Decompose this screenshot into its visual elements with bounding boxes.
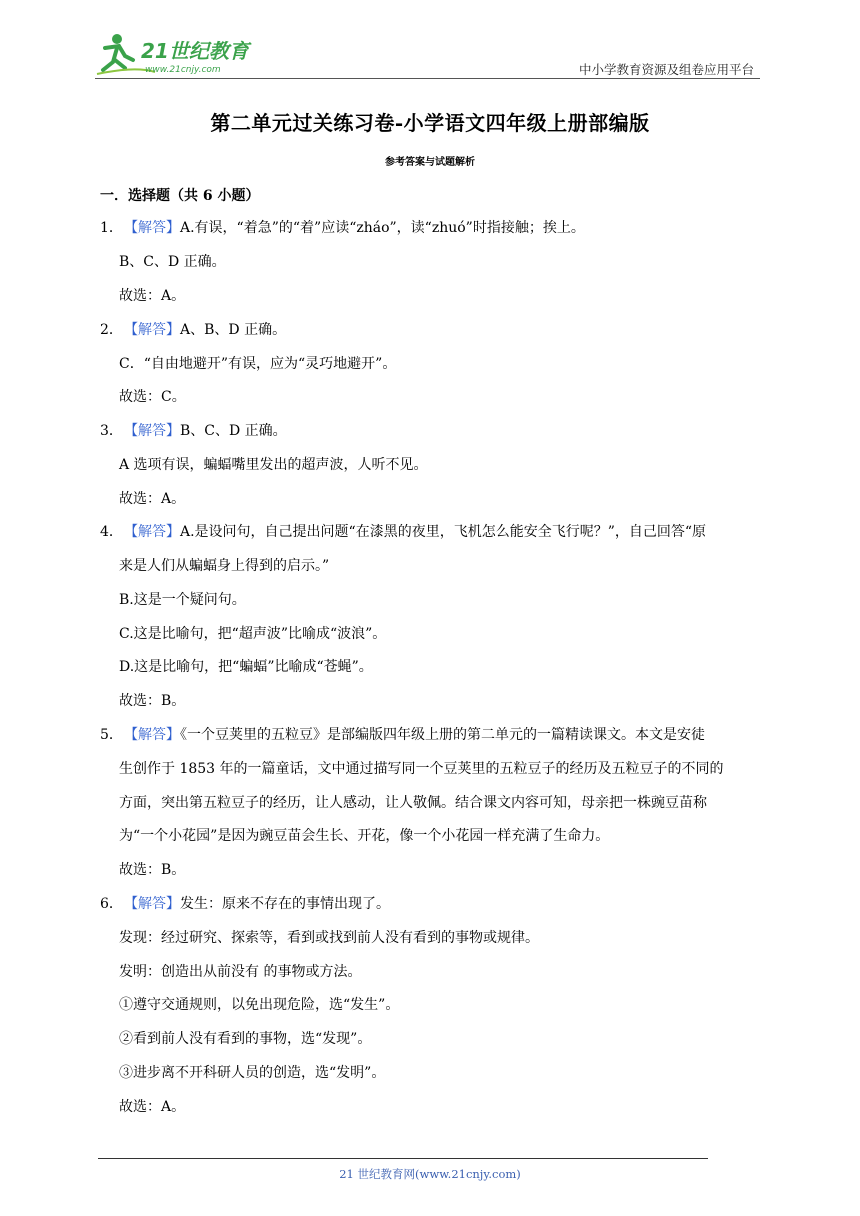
platform-name: 中小学教育资源及组卷应用平台	[578, 62, 754, 77]
logo-main-text: 21世纪教育	[141, 39, 249, 63]
q2-line-2: C．“自由地避开”有误，应为“灵巧地避开”。	[119, 356, 397, 372]
q4-number: 4．	[100, 524, 123, 540]
q5-number: 5．	[100, 727, 123, 743]
page-header	[95, 30, 760, 80]
answer-tag: 【解答】	[124, 524, 180, 540]
answer-tag: 【解答】	[124, 220, 180, 236]
q4-line-2: 来是人们从蝙蝠身上得到的启示。”	[119, 558, 330, 574]
q6-line-4: ①遵守交通规则，以免出现危险，选“发生”。	[119, 997, 400, 1013]
q5-line-3: 方面，突出第五粒豆子的经历，让人感动，让人敬佩。结合课文内容可知，母亲把一株豌豆苗称	[119, 795, 707, 811]
q6-text-1: 发生：原来不存在的事情出现了。	[180, 896, 390, 912]
q4-line-3: B.这是一个疑问句。	[119, 592, 246, 608]
header-divider	[95, 78, 760, 79]
answer-tag: 【解答】	[124, 322, 180, 338]
footer-link[interactable]: 21 世纪教育网(www.21cnjy.com)	[339, 1167, 521, 1181]
logo	[95, 30, 265, 78]
q1-number: 1．	[100, 220, 123, 236]
q6-line-6: ③进步离不开科研人员的创造，选“发明”。	[119, 1065, 386, 1081]
q5-line-1	[124, 725, 705, 745]
q6-line-3: 发明：创造出从前没有 的事物或方法。	[119, 964, 362, 980]
q6-line-1	[124, 894, 390, 914]
q5-text-1: 《一个豆荚里的五粒豆》是部编版四年级上册的第二单元的一篇精读课文。本文是安徒	[180, 727, 705, 743]
section-heading: 一．选择题（共 6 小题）	[100, 188, 260, 204]
q4-line-6: 故选：B。	[119, 693, 186, 709]
q3-number: 3．	[100, 423, 123, 439]
q2-line-1	[124, 320, 286, 340]
q1-text-1: A.有误，“着急”的“着”应读“zháo”，读“zhuó”时指接触；挨上。	[180, 220, 585, 236]
q6-number: 6．	[100, 896, 123, 912]
q5-line-4: 为“一个小花园”是因为豌豆苗会生长、开花，像一个小花园一样充满了生命力。	[119, 828, 610, 844]
q6-line-2: 发现：经过研究、探索等，看到或找到前人没有看到的事物或规律。	[119, 930, 539, 946]
logo-url-text: www.21cnjy.com	[145, 65, 221, 75]
q2-line-3: 故选：C。	[119, 389, 186, 405]
q1-line-2: B、C、D 正确。	[119, 254, 226, 270]
q4-line-1	[124, 522, 706, 542]
answer-tag: 【解答】	[124, 727, 180, 743]
q1-line-3: 故选：A。	[119, 288, 186, 304]
answer-tag: 【解答】	[124, 896, 180, 912]
answer-tag: 【解答】	[124, 423, 180, 439]
q4-line-4: C.这是比喻句，把“超声波”比喻成“波浪”。	[119, 626, 387, 642]
q3-text-1: B、C、D 正确。	[180, 423, 287, 439]
q3-line-3: 故选：A。	[119, 491, 186, 507]
q2-number: 2．	[100, 322, 123, 338]
q4-line-5: D.这是比喻句，把“蝙蝠”比喻成“苍蝇”。	[119, 659, 373, 675]
q6-line-7: 故选：A。	[119, 1099, 186, 1115]
document-subtitle: 参考答案与试题解析	[385, 157, 475, 168]
q5-line-5: 故选：B。	[119, 862, 186, 878]
document-title: 第二单元过关练习卷-小学语文四年级上册部编版	[210, 111, 650, 135]
q1-line-1	[124, 218, 585, 238]
q3-line-2: A 选项有误，蝙蝠嘴里发出的超声波，人听不见。	[119, 457, 428, 473]
q3-line-1	[124, 421, 287, 441]
q6-line-5: ②看到前人没有看到的事物，选“发现”。	[119, 1031, 372, 1047]
footer-divider	[98, 1158, 708, 1159]
q5-line-2: 生创作于 1853 年的一篇童话，文中通过描写同一个豆荚里的五粒豆子的经历及五粒豆子的不同的	[119, 761, 724, 777]
q4-text-1: A.是设问句，自己提出问题“在漆黑的夜里，飞机怎么能安全飞行呢？”，自己回答“原	[180, 524, 707, 540]
q2-text-1: A、B、D 正确。	[180, 322, 287, 338]
